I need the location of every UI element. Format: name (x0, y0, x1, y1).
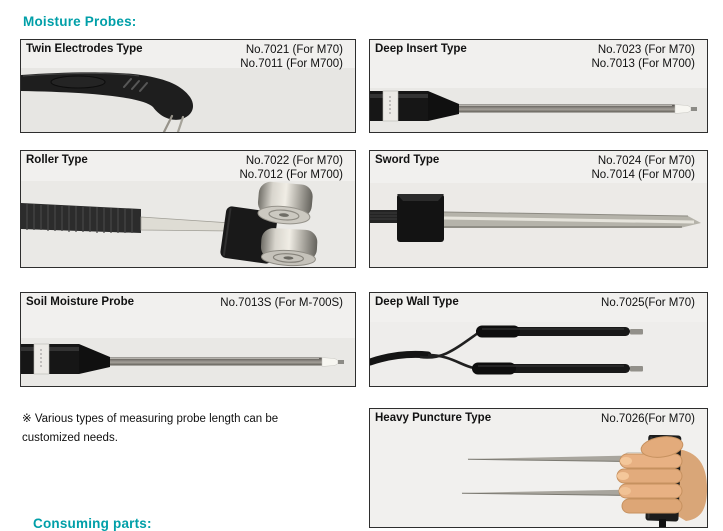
probe-title: Deep Insert Type (375, 43, 467, 55)
soil-moisture-probe-image (21, 338, 355, 386)
note-line: ※ Various types of measuring probe length can be (22, 413, 279, 425)
model-number: No.7014 (For M700) (591, 169, 695, 181)
probe-model-numbers (239, 154, 343, 182)
probe-card-twin-electrodes (20, 39, 356, 133)
model-number: No.7013 (For M700) (591, 58, 695, 70)
probe-card-deep-insert (369, 39, 708, 133)
model-number: No.7026(For M70) (601, 413, 695, 425)
probe-model-numbers (220, 296, 343, 310)
card-header (21, 151, 355, 182)
model-number: No.7025(For M70) (601, 297, 695, 309)
model-number: No.7012 (For M700) (239, 169, 343, 181)
probe-title: Soil Moisture Probe (26, 296, 134, 308)
probe-model-numbers (240, 43, 343, 71)
deep-insert-probe-image (370, 88, 707, 132)
probe-title: Roller Type (26, 154, 88, 166)
model-number: No.7011 (For M700) (240, 58, 343, 70)
card-header (370, 40, 707, 71)
customization-note (22, 410, 356, 448)
probe-card-soil-moisture (20, 292, 356, 387)
model-number: No.7023 (For M70) (597, 44, 695, 56)
deep-wall-probe-image (370, 322, 707, 386)
model-number: No.7024 (For M70) (597, 155, 695, 167)
probe-model-numbers (591, 154, 695, 182)
model-number: No.7021 (For M70) (245, 44, 343, 56)
probe-card-sword (369, 150, 708, 268)
card-header (370, 293, 707, 310)
model-number: No.7022 (For M70) (245, 155, 343, 167)
probe-title: Heavy Puncture Type (375, 412, 492, 424)
heavy-puncture-probe-image (370, 435, 707, 527)
probe-card-deep-wall (369, 292, 708, 387)
twin-electrodes-probe-image (21, 68, 355, 132)
probe-card-heavy-puncture (369, 408, 708, 528)
sword-probe-image (370, 183, 707, 267)
probe-model-numbers (591, 43, 695, 71)
roller-probe-image (21, 181, 355, 267)
card-header (21, 40, 355, 71)
probe-title: Sword Type (375, 154, 440, 166)
note-line: customized needs. (22, 432, 118, 444)
probe-title: Deep Wall Type (375, 296, 459, 308)
probe-card-roller (20, 150, 356, 268)
card-header (21, 293, 355, 310)
probe-model-numbers (601, 296, 695, 310)
card-header (370, 151, 707, 182)
section-heading-consuming-parts: Consuming parts: (33, 516, 152, 531)
section-heading-moisture-probes: Moisture Probes: (23, 14, 137, 29)
card-header (370, 409, 707, 426)
probe-title: Twin Electrodes Type (26, 43, 143, 55)
model-number: No.7013S (For M-700S) (220, 297, 343, 309)
probe-model-numbers (601, 412, 695, 426)
